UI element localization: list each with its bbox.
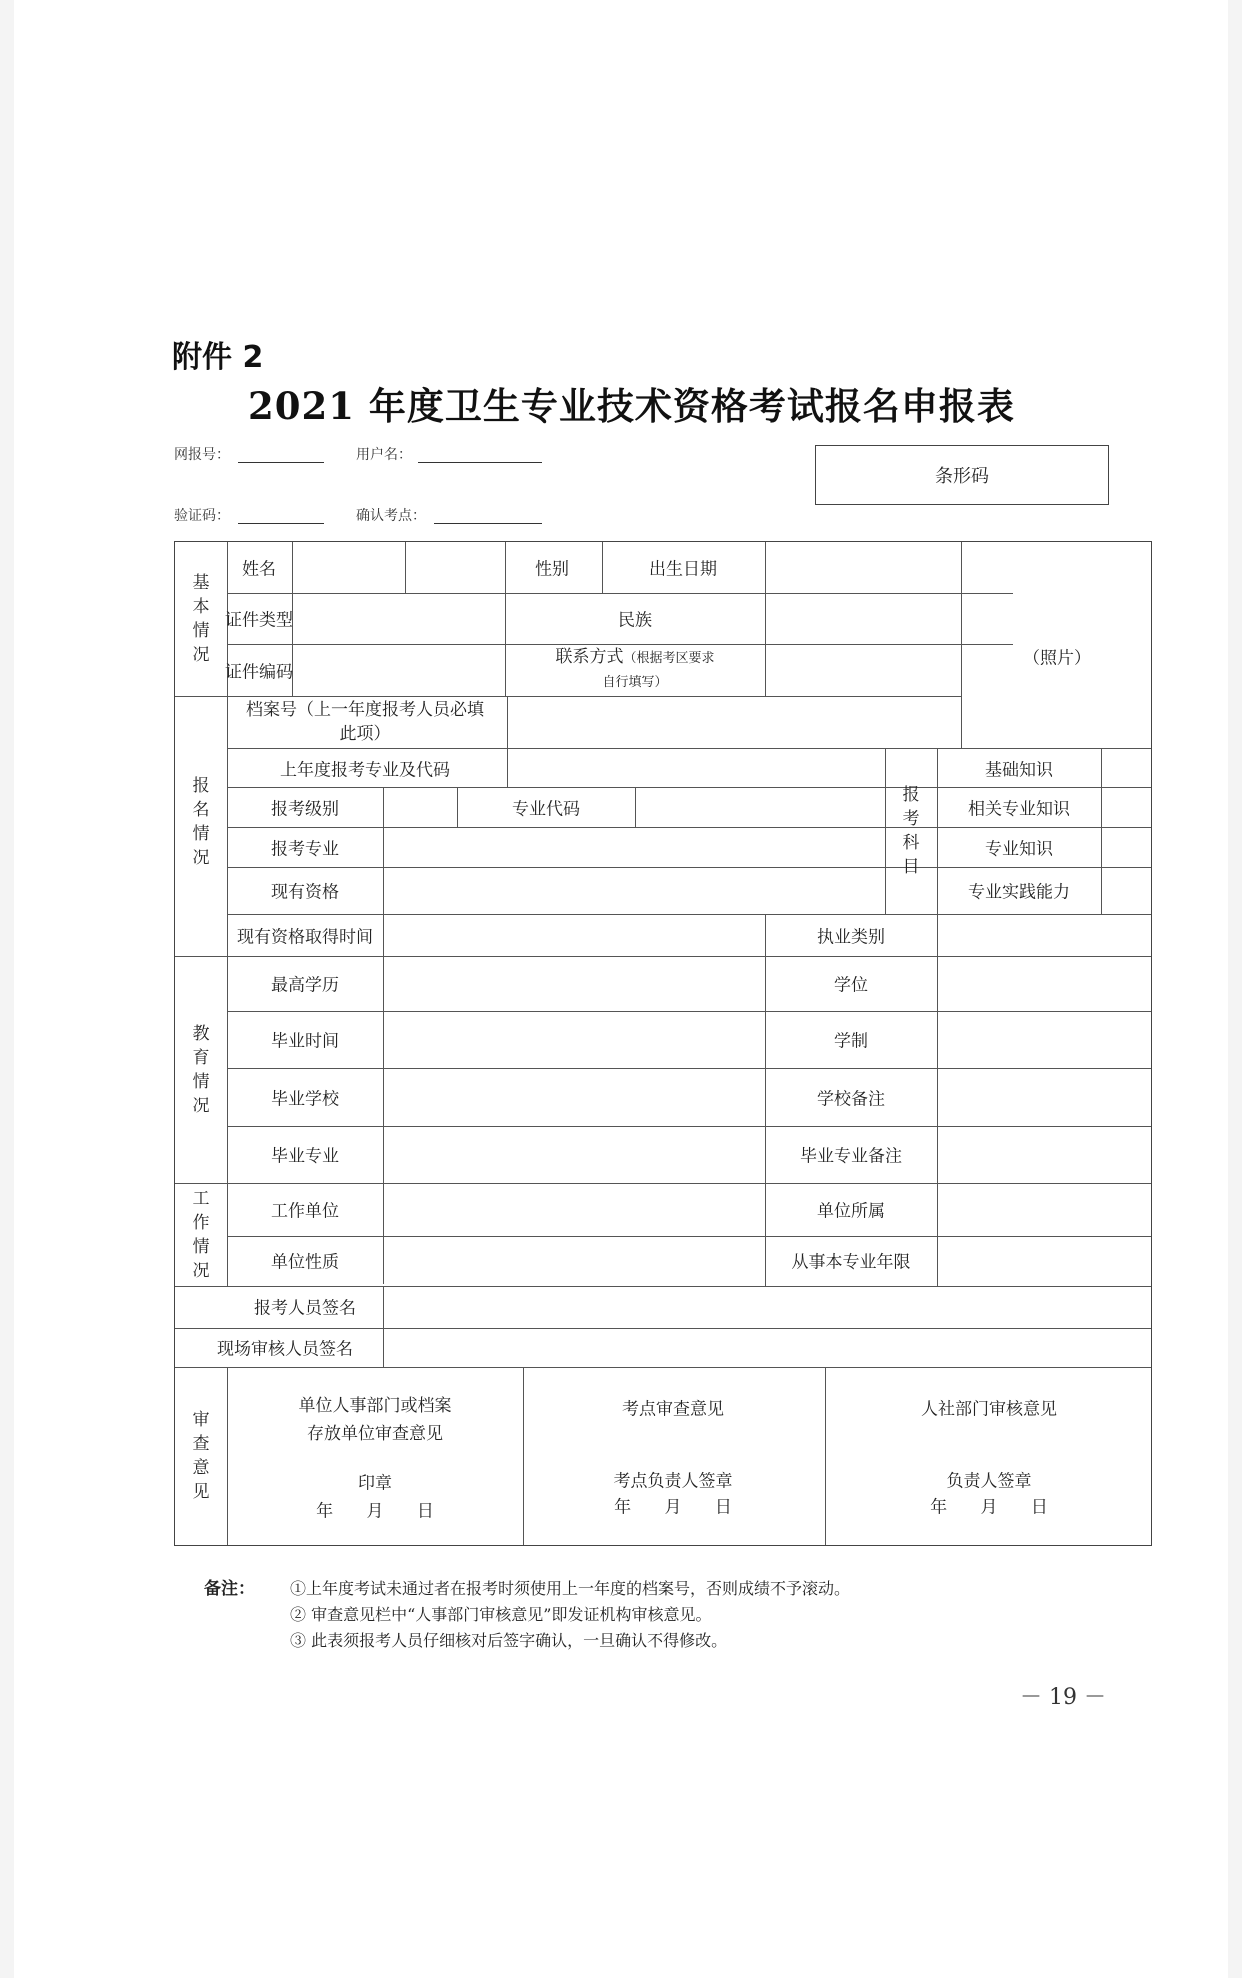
graduation-school-label: 毕业学校 [271, 1089, 339, 1110]
section-basic [192, 571, 210, 667]
row-line [227, 1068, 1151, 1069]
years-in-major-label: 从事本专业年限 [791, 1252, 911, 1273]
confirm-site-field[interactable] [434, 523, 542, 524]
col-line [602, 542, 603, 593]
page-number: － 19 － [1020, 1685, 1106, 1710]
review-unit-hr-line1: 单位人事部门或档案 [298, 1396, 452, 1416]
date-year: 年 [614, 1497, 632, 1518]
username-field[interactable] [418, 462, 542, 463]
review-site-title: 考点审查意见 [622, 1399, 724, 1420]
col-line [227, 542, 228, 1286]
review-hrss-date [930, 1493, 1048, 1518]
photo-placeholder: （照片） [1023, 648, 1091, 669]
file-no-label [246, 698, 484, 746]
id-number-label: 证件编码 [225, 662, 293, 683]
practice-category-label: 执业类别 [817, 927, 885, 948]
row-line [227, 914, 1151, 915]
notes-label: 备注： [204, 1579, 255, 1599]
review-site-date [614, 1493, 732, 1518]
review-unit-hr-line2: 存放单位审查意见 [307, 1424, 443, 1444]
confirm-site-label: 确认考点： [356, 508, 426, 524]
col-line [825, 1367, 826, 1545]
subject-practice-label: 专业实践能力 [968, 882, 1070, 903]
review-site-sign: 考点负责人签章 [613, 1471, 733, 1492]
graduation-time-label: 毕业时间 [271, 1031, 339, 1052]
birth-date-label: 出生日期 [649, 559, 717, 580]
work-unit-label: 工作单位 [271, 1201, 339, 1222]
degree-label: 学位 [834, 975, 868, 996]
row-line [175, 1367, 1151, 1368]
date-month: 月 [980, 1497, 998, 1518]
review-hrss-sign: 负责人签章 [946, 1471, 1032, 1492]
section-education [192, 1022, 210, 1118]
contact-note-1: （根据考区要求 [623, 651, 715, 666]
school-note-label: 学校备注 [817, 1089, 885, 1110]
section-basic-label: 基本情况 [192, 573, 210, 665]
registration-form-table [174, 541, 1152, 1546]
form-title: 2021 年度卫生专业技术资格考试报名申报表 [248, 384, 1015, 428]
date-month: 月 [366, 1501, 384, 1522]
verify-code-field[interactable] [238, 523, 324, 524]
contact-note-2: 自行填写） [602, 675, 668, 690]
row-line [175, 956, 1151, 957]
row-line [175, 1286, 1151, 1287]
subject-related-label: 相关专业知识 [968, 799, 1070, 820]
col-line [937, 914, 938, 1286]
highest-education-label: 最高学历 [271, 975, 339, 996]
row-line [227, 867, 1151, 868]
col-line [961, 542, 962, 748]
applicant-signature-field[interactable] [421, 1288, 1121, 1324]
contact-label-text: 联系方式 [555, 647, 624, 667]
current-qualification-label: 现有资格 [271, 882, 339, 903]
col-line [227, 1367, 228, 1545]
major-note-label: 毕业专业备注 [800, 1146, 902, 1167]
col-line [507, 696, 508, 788]
subjects-label [902, 783, 920, 879]
row-line [175, 1183, 1151, 1184]
section-registration-label: 报名情况 [192, 776, 210, 868]
subjects-label-text: 报考科目 [902, 785, 920, 877]
onsite-reviewer-signature-label: 现场审核人员签名 [217, 1339, 353, 1360]
date-day: 日 [714, 1497, 732, 1518]
col-line [635, 787, 636, 827]
qualification-time-label: 现有资格取得时间 [237, 927, 373, 948]
row-line [227, 644, 1013, 645]
date-day: 日 [416, 1501, 434, 1522]
file-no-line2: 此项） [339, 724, 391, 744]
section-registration [192, 774, 210, 870]
section-review [192, 1408, 210, 1504]
col-line [383, 787, 384, 1284]
note-item-1: ①上年度考试未通过者在报考时须使用上一年度的档案号，否则成绩不予滚动。 [290, 1579, 851, 1598]
note-item-3: ③ 此表须报考人员仔细核对后签字确认，一旦确认不得修改。 [290, 1631, 728, 1650]
onsite-reviewer-signature-field[interactable] [421, 1330, 1121, 1364]
attachment-label: 附件 2 [172, 340, 264, 375]
row-line [227, 787, 1151, 788]
applicant-signature-label: 报考人员签名 [254, 1298, 356, 1319]
row-line [227, 1236, 1151, 1237]
col-line [523, 1367, 524, 1545]
date-year: 年 [930, 1497, 948, 1518]
col-line [885, 748, 886, 914]
contact-label [555, 646, 714, 694]
review-unit-hr [299, 1392, 452, 1448]
section-work [192, 1187, 210, 1283]
col-line [765, 914, 766, 1286]
col-line [383, 1286, 384, 1328]
row-line [175, 696, 961, 697]
col-line [383, 1328, 384, 1367]
exam-major-label: 报考专业 [271, 839, 339, 860]
net-no-label: 网报号： [174, 447, 230, 463]
last-year-major-label: 上年度报考专业及代码 [280, 760, 450, 781]
row-line [227, 593, 1013, 594]
ethnicity-label: 民族 [618, 610, 652, 631]
barcode-label: 条形码 [935, 466, 989, 487]
col-line [765, 542, 766, 696]
col-line [505, 542, 506, 696]
subject-basic-label: 基础知识 [985, 760, 1053, 781]
row-line [175, 1328, 1151, 1329]
col-line [1101, 748, 1102, 914]
review-hrss-title: 人社部门审核意见 [921, 1399, 1057, 1420]
exam-level-label: 报考级别 [271, 799, 339, 820]
section-work-label: 工作情况 [192, 1189, 210, 1281]
row-line [227, 748, 1151, 749]
col-line [457, 787, 458, 827]
date-year: 年 [316, 1501, 334, 1522]
review-unit-date [316, 1497, 434, 1522]
barcode-box [815, 445, 1109, 505]
review-unit-seal: 印章 [358, 1473, 392, 1494]
major-code-label: 专业代码 [512, 799, 580, 820]
file-no-line1: 档案号（上一年度报考人员必填 [246, 700, 484, 720]
schooling-length-label: 学制 [834, 1031, 868, 1052]
id-type-label: 证件类型 [225, 610, 293, 631]
unit-affiliation-label: 单位所属 [817, 1201, 885, 1222]
row-line [227, 1126, 1151, 1127]
section-education-label: 教育情况 [192, 1024, 210, 1116]
name-label: 姓名 [242, 559, 276, 580]
col-line [405, 542, 406, 593]
verify-code-label: 验证码： [174, 508, 230, 524]
date-day: 日 [1030, 1497, 1048, 1518]
subject-professional-label: 专业知识 [985, 839, 1053, 860]
unit-nature-label: 单位性质 [271, 1252, 339, 1273]
note-item-2: ② 审查意见栏中“人事部门审核意见”即发证机构审核意见。 [290, 1605, 712, 1624]
col-line [937, 748, 938, 914]
graduation-major-label: 毕业专业 [271, 1146, 339, 1167]
gender-label: 性别 [535, 559, 569, 580]
row-line [227, 1011, 1151, 1012]
username-label: 用户名： [356, 447, 412, 463]
row-line [227, 827, 1151, 828]
net-no-field[interactable] [238, 462, 324, 463]
date-month: 月 [664, 1497, 682, 1518]
section-review-label: 审查意见 [192, 1410, 210, 1502]
